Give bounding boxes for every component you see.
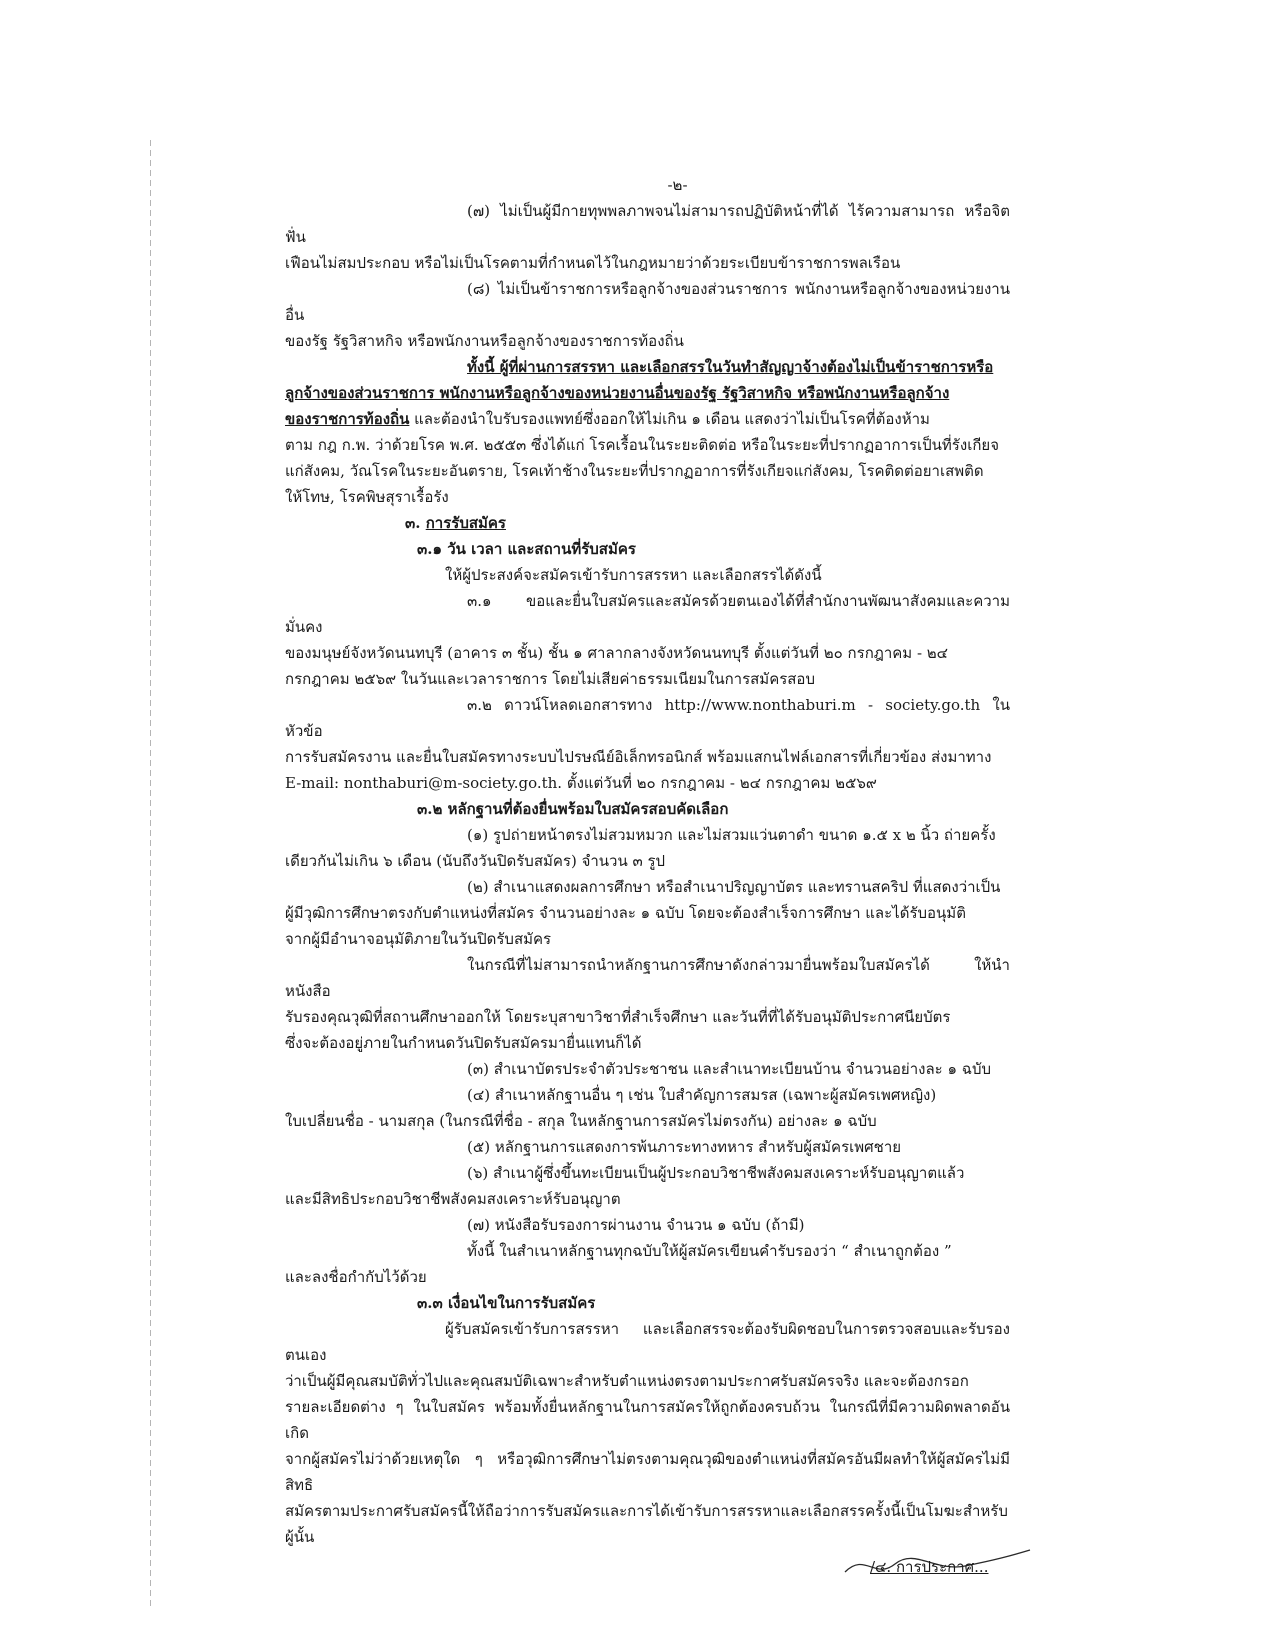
text-line: เดียวกันไม่เกิน ๖ เดือน (นับถึงวันปิดรับสมัคร) จำนวน ๓ รูป (285, 852, 666, 870)
text-line: (๔) สำเนาหลักฐานอื่น ๆ เช่น ใบสำคัญการสมรส (เฉพาะผู้สมัครเพศหญิง) (467, 1086, 937, 1104)
section-3-1-heading: ๓.๑ วัน เวลา และสถานที่รับสมัคร (417, 540, 636, 558)
scan-edge (150, 140, 151, 1610)
conditions-paragraph (285, 1316, 1010, 1550)
text-line: และมีสิทธิประกอบวิชาชีพสังคมสงเคราะห์รับอนุญาต (285, 1190, 621, 1208)
text-line: จากผู้สมัครไม่ว่าด้วยเหตุใด ๆ หรือวุฒิการศึกษาไม่ตรงตามคุณวุฒิของตำแหน่งที่สมัครอันมีผลทำให้ผู้สมัครไม่มีสิทธิ (285, 1450, 1010, 1494)
text-line: เฟือนไม่สมประกอบ หรือไม่เป็นโรคตามที่กำหนดไว้ในกฎหมายว่าด้วยระเบียบข้าราชการพลเรือน (285, 254, 901, 272)
continuation-text: /๔. การประกาศ... (870, 1558, 989, 1576)
text-line: E-mail: nonthaburi@m-society.go.th. ตั้งแต่วันที่ ๒๐ กรกฎาคม - ๒๔ กรกฎาคม ๒๕๖๙ (285, 774, 877, 792)
text-line (285, 406, 1010, 432)
certification-note (285, 1238, 1010, 1290)
text-line: สมัครตามประกาศรับสมัครนี้ให้ถือว่าการรับสมัครและการได้เข้ารับการสรรหาและเลือกสรรครั้งนี้เป็นโมฆะสำหรับผู้นั้น (285, 1502, 1008, 1546)
evidence-3: (๓) สำเนาบัตรประจำตัวประชาชน และสำเนาทะเบียนบ้าน จำนวนอย่างละ ๑ ฉบับ (467, 1060, 992, 1078)
employment-note (285, 354, 1010, 510)
evidence-4 (285, 1082, 1010, 1134)
text-line: (๖) สำเนาผู้ซึ่งขึ้นทะเบียนเป็นผู้ประกอบวิชาชีพสังคมสงเคราะห์รับอนุญาตแล้ว (467, 1164, 965, 1182)
text-line: ใบเปลี่ยนชื่อ - นามสกุล (ในกรณีที่ชื่อ - สกุล ในหลักฐานการสมัครไม่ตรงกัน) อย่างละ ๑ ฉบับ (285, 1112, 877, 1130)
section-title: การรับสมัคร (425, 514, 506, 532)
text-line: และลงชื่อกำกับไว้ด้วย (285, 1268, 427, 1286)
evidence-6 (285, 1160, 1010, 1212)
qualification-8 (285, 276, 1010, 354)
text-line: ซึ่งจะต้องอยู่ภายในกำหนดวันปิดรับสมัครมายื่นแทนก็ได้ (285, 1034, 642, 1052)
section-3-3-heading: ๓.๓ เงื่อนไขในการรับสมัคร (417, 1294, 596, 1312)
evidence-alternative (285, 952, 1010, 1056)
text-line: ให้ผู้ประสงค์จะสมัครเข้ารับการสรรหา และเลือกสรรได้ดังนี้ (445, 566, 822, 584)
text-line: ของมนุษย์จังหวัดนนทบุรี (อาคาร ๓ ชั้น) ชั้น ๑ ศาลากลางจังหวัดนนทบุรี ตั้งแต่วันที่ ๒๐ กรกฎาคม - ๒๔ (285, 644, 949, 662)
text-line: ว่าเป็นผู้มีคุณสมบัติทั่วไปและคุณสมบัติเฉพาะสำหรับตำแหน่งตรงตามประกาศรับสมัครจริง และจะต้องกรอก (285, 1372, 969, 1390)
section-3-2-heading: ๓.๒ หลักฐานที่ต้องยื่นพร้อมใบสมัครสอบคัดเลือก (417, 800, 729, 818)
text-line: การรับสมัครงาน และยื่นใบสมัครทางระบบไปรษณีย์อิเล็กทรอนิกส์ พร้อมแสกนไฟล์เอกสารที่เกี่ยวข้อง ส่งมาทาง (285, 748, 992, 766)
text-line: (๑) รูปถ่ายหน้าตรงไม่สวมหมวก และไม่สวมแว่นตาดำ ขนาด ๑.๕ x ๒ นิ้ว ถ่ายครั้ง (467, 826, 996, 844)
text-line: ทั้งนี้ ผู้ที่ผ่านการสรรหา และเลือกสรรในวันทำสัญญาจ้างต้องไม่เป็นข้าราชการหรือ (467, 358, 994, 376)
text-line: ให้โทษ, โรคพิษสุราเรื้อรัง (285, 488, 449, 506)
section-number: ๓. (405, 514, 426, 532)
evidence-1 (285, 822, 1010, 874)
item-3-1-b (285, 692, 1010, 796)
text-line: (๗) ไม่เป็นผู้มีกายทุพพลภาพจนไม่สามารถปฏิบัติหน้าที่ได้ ไร้ความสามารถ หรือจิตฟั่น (285, 202, 1010, 246)
text-line: ทั้งนี้ ในสำเนาหลักฐานทุกฉบับให้ผู้สมัครเขียนคำรับรองว่า “ สำเนาถูกต้อง ” (467, 1242, 952, 1260)
text-span: และต้องนำใบรับรองแพทย์ซึ่งออกให้ไม่เกิน ๑ เดือน แสดงว่าไม่เป็นโรคที่ต้องห้าม (409, 410, 930, 428)
text-line: ๓.๒ ดาวน์โหลดเอกสารทาง http://www.nonthaburi.m - society.go.th ในหัวข้อ (285, 696, 1010, 740)
text-line: ในกรณีที่ไม่สามารถนำหลักฐานการศึกษาดังกล่าวมายื่นพร้อมใบสมัครได้ ให้นำหนังสือ (285, 956, 1010, 1000)
text-line: ตาม กฎ ก.พ. ว่าด้วยโรค พ.ศ. ๒๕๕๓ ซึ่งได้แก่ โรคเรื้อนในระยะติดต่อ หรือในระยะที่ปรากฏอาการเป็นที่รังเกียจ (285, 436, 999, 454)
evidence-5: (๕) หลักฐานการแสดงการพ้นภาระทางทหาร สำหรับผู้สมัครเพศชาย (467, 1138, 902, 1156)
text-line: กรกฎาคม ๒๕๖๙ ในวันและเวลาราชการ โดยไม่เสียค่าธรรมเนียมในการสมัครสอบ (285, 670, 815, 688)
text-line: ลูกจ้างของส่วนราชการ พนักงานหรือลูกจ้างของหน่วยงานอื่นของรัฐ รัฐวิสาหกิจ หรือพนักงานหรือลูกจ้าง (285, 384, 950, 402)
text-line: รายละเอียดต่าง ๆ ในใบสมัคร พร้อมทั้งยื่นหลักฐานในการสมัครให้ถูกต้องครบถ้วน ในกรณีที่มีความผิดพลาดอันเกิด (285, 1398, 1010, 1442)
text-line: จากผู้มีอำนาจอนุมัติภายในวันปิดรับสมัคร (285, 930, 552, 948)
document-page (285, 172, 1010, 1590)
text-line: รับรองคุณวุฒิที่สถานศึกษาออกให้ โดยระบุสาขาวิชาที่สำเร็จศึกษา และวันที่ที่ได้รับอนุมัติประกาศนียบัตร (285, 1008, 951, 1026)
text-line: ผู้มีวุฒิการศึกษาตรงกับตำแหน่งที่สมัคร จำนวนอย่างละ ๑ ฉบับ โดยจะต้องสำเร็จการศึกษา และได้รับอนุมัติ (285, 904, 966, 922)
qualification-7 (285, 198, 1010, 276)
text-line: ของรัฐ รัฐวิสาหกิจ หรือพนักงานหรือลูกจ้างของราชการท้องถิ่น (285, 332, 684, 350)
item-3-1-a (285, 588, 1010, 692)
section-3-heading (285, 510, 1010, 536)
text-line: ๓.๑ ขอและยื่นใบสมัครและสมัครด้วยตนเองได้ที่สำนักงานพัฒนาสังคมและความมั่นคง (285, 592, 1010, 636)
underlined-text: ของราชการท้องถิ่น (285, 410, 410, 428)
page-footer (285, 1550, 1010, 1590)
page-number: -๒- (667, 176, 688, 194)
text-line: ผู้รับสมัครเข้ารับการสรรหา และเลือกสรรจะต้องรับผิดชอบในการตรวจสอบและรับรองตนเอง (285, 1320, 1010, 1364)
evidence-2 (285, 874, 1010, 952)
evidence-7: (๗) หนังสือรับรองการผ่านงาน จำนวน ๑ ฉบับ (ถ้ามี) (467, 1216, 805, 1234)
text-line: (๘) ไม่เป็นข้าราชการหรือลูกจ้างของส่วนราชการ พนักงานหรือลูกจ้างของหน่วยงานอื่น (285, 280, 1010, 324)
text-line: แก่สังคม, วัณโรคในระยะอันตราย, โรคเท้าช้างในระยะที่ปรากฏอาการที่รังเกียจแก่สังคม, โรคติดต่อยาเสพติด (285, 462, 984, 480)
text-line: (๒) สำเนาแสดงผลการศึกษา หรือสำเนาปริญญาบัตร และทรานสคริป ที่แสดงว่าเป็น (467, 878, 1001, 896)
